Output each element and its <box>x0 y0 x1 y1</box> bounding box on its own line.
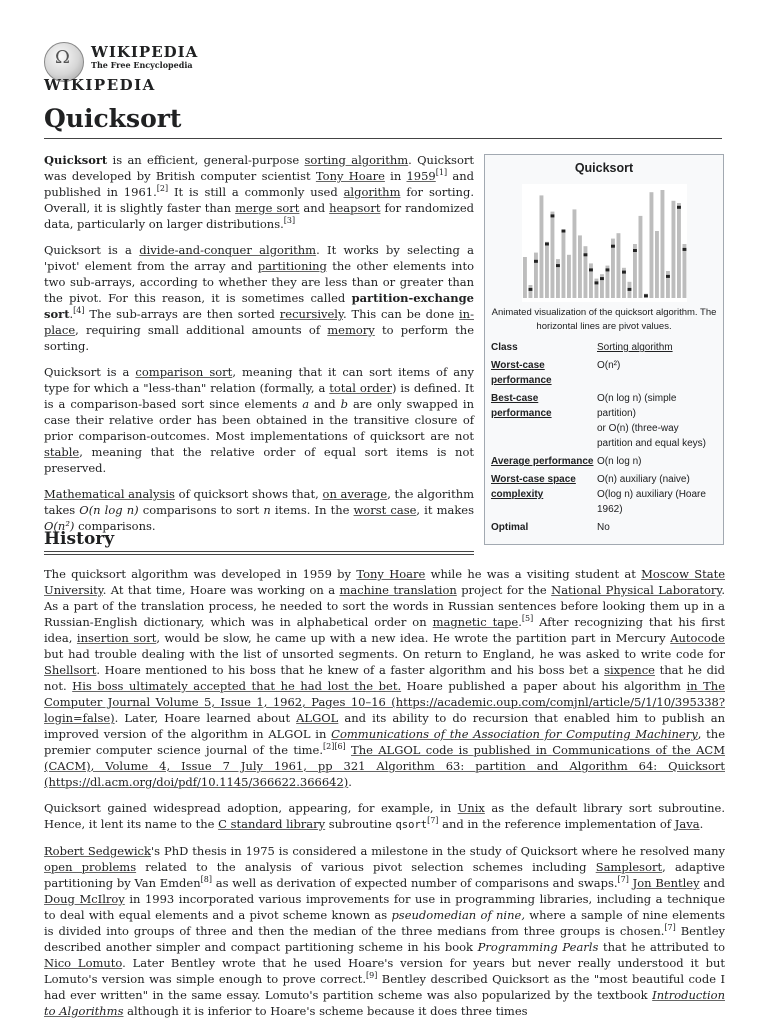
sort-bar <box>561 231 565 298</box>
article-link[interactable]: C standard library <box>218 817 326 831</box>
article-link[interactable]: sorting algorithm <box>304 153 409 167</box>
text-run: as well as derivation of expected number of comparisons and swaps. <box>211 876 618 890</box>
brand-block[interactable] <box>91 44 198 70</box>
citation-link[interactable]: [7] <box>427 816 439 826</box>
article-link[interactable]: in The Computer Journal Volume 5, Issue 1, 1962, Pages 10–16 (https://academic.oup.com/comjnl/article/5/1/10/395338?login=false) <box>44 679 725 725</box>
sort-bar <box>528 285 532 298</box>
text-run: although it is inferior to Hoare's scheme because it does three times <box>123 1004 528 1018</box>
text-run: for randomized data, particularly on larger distributions. <box>44 201 475 231</box>
sort-bar <box>567 255 571 298</box>
text-run: while he was a visiting student at <box>425 567 642 581</box>
citation-link[interactable]: [2] <box>156 184 169 194</box>
text-run: , it makes <box>416 503 475 517</box>
article-link[interactable]: His boss ultimately accepted that he had lost the bet. <box>72 679 402 693</box>
text-run: . Hoare mentioned to his boss that he knew of a faster algorithm and his boss bet a <box>96 663 605 677</box>
sort-bar <box>682 244 686 298</box>
text-run: comparisons to sort <box>138 503 264 517</box>
sort-bar <box>539 195 543 298</box>
pivot-mark <box>677 206 681 209</box>
sort-bar <box>578 235 582 298</box>
pivot-mark <box>611 245 615 248</box>
text-run: n <box>263 503 271 517</box>
sort-bar <box>677 203 681 298</box>
text-run: of quicksort shows that, <box>174 487 323 501</box>
infobox-value-line: O(log n) auxiliary (Hoare 1962) <box>597 489 706 515</box>
text-run: the other elements into two sub-arrays, according to whether they are less than or greater than the pivot. For this reason, it is sometimes called <box>44 259 474 305</box>
page-title: Quicksort <box>44 104 182 133</box>
quicksort-animation-image[interactable] <box>522 184 687 302</box>
infobox-value-line: No <box>597 522 610 533</box>
heading-rule-2 <box>44 554 474 555</box>
infobox-key[interactable]: Average performance <box>491 456 594 467</box>
text-run: , meaning that it can sort items of any type for which a "less-than" relation (formally, a <box>44 365 474 395</box>
infobox-value <box>597 472 717 517</box>
article-link[interactable]: Tony Hoare <box>356 567 426 581</box>
article-link[interactable]: stable <box>44 445 80 459</box>
pivot-mark <box>594 281 598 284</box>
history-heading-block <box>44 531 474 555</box>
sort-bar <box>671 201 675 298</box>
article-link[interactable]: Moscow State University <box>44 567 726 597</box>
article-link[interactable]: 1959 <box>406 169 436 183</box>
intro-section <box>44 152 474 544</box>
article-link[interactable]: total order <box>329 381 392 395</box>
article-link[interactable]: Unix <box>457 801 485 815</box>
text-run: subroutine <box>325 817 396 831</box>
text-run: and in the reference implementation of <box>438 817 675 831</box>
text-run: Bentley described Quicksort as the "most beautiful code I had ever written" in the same essay. Lomuto's partition scheme was also popularized by the textbook <box>44 972 725 1002</box>
sort-bar <box>545 242 549 298</box>
infobox-value-line: or O(n) (three-way partition and equal keys) <box>597 423 706 449</box>
article-link[interactable]: insertion sort <box>76 631 157 645</box>
article-link[interactable]: The ALGOL code is published in Communications of the ACM (CACM), Volume 4, Issue 7 July 1961, pp 321 Algorithm 63: partition and Algorithm 64: Quicksort (https://dl.acm.org/doi/pdf/10.1145/366622.366642) <box>44 743 726 789</box>
infobox-key: Class <box>491 342 518 353</box>
text-run: but had trouble dealing with the list of unsorted segments. On return to England, he was asked to write code for <box>44 647 725 661</box>
history-paragraph-2 <box>44 800 725 833</box>
text-run: ) is defined. It is a comparison-based sort since elements <box>44 381 475 411</box>
sort-bar <box>638 216 642 298</box>
citation-link[interactable]: [4] <box>73 306 85 316</box>
text-run: related to the analysis of various pivot selection schemes including <box>136 860 596 874</box>
infobox-value-line: O(n log n) <box>597 456 642 467</box>
infobox-row <box>491 391 717 451</box>
text-run: and published in 1961. <box>44 169 474 199</box>
text-run: , requiring small additional amounts of <box>75 323 328 337</box>
article-link[interactable]: Nico Lomuto <box>44 956 123 970</box>
pivot-mark <box>644 294 648 297</box>
article-link[interactable]: heapsort <box>329 201 381 215</box>
text-run: pseudomedian of nine, <box>391 908 525 922</box>
article-link[interactable]: Shellsort <box>44 663 97 677</box>
history-heading: History <box>44 529 115 549</box>
text-run: . As a part of the translation process, he needed to sort the words in Russian sentences before looking them up in a Russian-English dictionary, which was in alphabetical order on <box>44 583 725 629</box>
text-run: . Later, Hoare learned about <box>114 711 297 725</box>
wordmark: WIKIPEDIA <box>44 76 156 94</box>
text-run: project for the <box>456 583 552 597</box>
article-link[interactable]: magnetic tape <box>432 615 519 629</box>
citation-link[interactable]: [5] <box>521 614 534 624</box>
text-run: , the premier computer science journal of the time. <box>44 727 726 757</box>
citation-link[interactable]: [7] <box>617 875 629 885</box>
infobox-key: Optimal <box>491 522 529 533</box>
article-link[interactable]: Java <box>674 817 700 831</box>
infobox-row <box>491 454 717 469</box>
pivot-mark <box>534 260 538 263</box>
infobox-key[interactable]: Best-case performance <box>491 393 552 419</box>
article-link[interactable]: recursively <box>279 307 343 321</box>
article-link[interactable]: divide-and-conquer algorithm <box>139 243 317 257</box>
text-run: 's PhD thesis in 1975 is considered a milestone in the study of Quicksort where he resolved many <box>150 844 725 858</box>
infobox-value-line[interactable]: Sorting algorithm <box>597 342 673 353</box>
article-link[interactable]: algorithm <box>343 185 401 199</box>
pivot-mark <box>583 253 587 256</box>
text-run: . At that time, Hoare was working on a <box>102 583 340 597</box>
article-link[interactable]: ALGOL <box>296 711 339 725</box>
pivot-mark <box>528 288 532 291</box>
text-run: . <box>348 775 352 789</box>
pivot-mark <box>589 268 593 271</box>
text-run: . This can be done <box>342 307 459 321</box>
infobox-value-line: O(n²) <box>597 360 621 371</box>
text-run: items. In the <box>270 503 354 517</box>
brand-tagline: The Free Encyclopedia <box>91 60 193 70</box>
citation-link[interactable]: [2][6] <box>323 742 346 752</box>
text-run: Quicksort gained widespread adoption, appearing, for example, in <box>44 801 458 815</box>
infobox-value <box>597 454 717 469</box>
heading-rule <box>44 551 474 552</box>
article-link[interactable]: merge sort <box>235 201 300 215</box>
text-run: that he did not. <box>44 663 725 693</box>
infobox-value <box>597 358 717 388</box>
pivot-mark <box>633 249 637 252</box>
article-link[interactable]: on average <box>322 487 388 501</box>
article-link[interactable]: Samplesort <box>595 860 663 874</box>
citation-link[interactable]: [1] <box>435 168 448 178</box>
text-run: and <box>309 397 341 411</box>
text-run: where a sample of nine elements is divided into groups of three and then the median of the three medians from three groups is chosen. <box>44 908 726 938</box>
infobox <box>484 154 724 545</box>
pivot-mark <box>622 271 626 274</box>
text-run: and <box>299 201 330 215</box>
text-run: , would be slow, he came up with a new idea. He wrote the partition part in Mercury <box>156 631 671 645</box>
title-divider <box>44 138 722 139</box>
article-link[interactable]: memory <box>327 323 375 337</box>
pivot-mark <box>666 275 670 278</box>
text-run: Hoare published a paper about his algorithm <box>401 679 687 693</box>
article-link[interactable]: in-place <box>44 307 474 337</box>
code-inline: qsort <box>395 819 428 831</box>
sort-bar <box>660 190 664 298</box>
text-run: . <box>699 817 704 831</box>
citation-link[interactable]: [3] <box>283 216 296 226</box>
article-link[interactable]: Communications of the Association for Computing Machinery <box>331 727 698 741</box>
infobox-value <box>597 340 717 355</box>
pivot-mark <box>600 277 604 280</box>
infobox-caption: Animated visualization of the quicksort algorithm. The horizontal lines are pivot values. <box>491 307 717 332</box>
intro-paragraph-3 <box>44 364 474 476</box>
text-run: The quicksort algorithm was developed in 1959 by <box>44 567 357 581</box>
text-run: . <box>518 615 522 629</box>
intro-paragraph-1 <box>44 152 474 232</box>
article-link[interactable]: National Physical Laboratory <box>551 583 722 597</box>
text-run: Quicksort is a <box>44 365 136 379</box>
infobox-value-line: O(n) auxiliary (naive) <box>597 474 690 485</box>
pivot-mark <box>550 214 554 217</box>
sort-bar <box>550 212 554 298</box>
citation-link[interactable]: [8] <box>200 875 212 885</box>
article-link[interactable]: worst case <box>353 503 417 517</box>
text-run: in 1993 incorporated various improvements for use in programming libraries, including a technique to deal with equal elements and a pivot scheme known as <box>44 892 726 922</box>
intro-paragraph-4 <box>44 486 474 534</box>
text-run: for sorting. Overall, it is slightly faster than <box>44 185 474 215</box>
history-paragraph-1 <box>44 566 725 790</box>
text-run: to perform the sorting. <box>44 323 474 353</box>
text-run: The sub-arrays are then sorted <box>84 307 280 321</box>
sort-bar <box>633 244 637 298</box>
text-run: . Quicksort was developed by British computer scientist <box>44 153 474 183</box>
text-run: Quicksort is a <box>44 243 140 257</box>
infobox-key[interactable]: Worst-case space complexity <box>491 474 576 500</box>
infobox-table <box>491 340 717 535</box>
text-run: , the algorithm takes <box>44 487 475 517</box>
sort-bar <box>655 231 659 298</box>
sort-bar <box>523 257 527 298</box>
article-link[interactable]: Robert Sedgewick <box>44 844 151 858</box>
citation-link[interactable]: [9] <box>366 971 378 981</box>
text-run: and its ability to do recursion that enabled him to publish an improved version of the algorithm in ALGOL in <box>44 711 725 741</box>
sort-bar <box>534 253 538 298</box>
bold-term: partition-exchange sort <box>44 291 474 321</box>
text-run: , adaptive partitioning by Van Emden <box>44 860 725 890</box>
article-link[interactable]: Autocode <box>670 631 725 645</box>
text-run: a <box>302 397 310 411</box>
article-link[interactable]: Mathematical analysis <box>44 487 175 501</box>
text-run: in <box>384 169 407 183</box>
pivot-mark <box>605 268 609 271</box>
text-run: comparisons. <box>74 519 156 533</box>
pivot-mark <box>627 288 631 291</box>
infobox-value <box>597 391 717 451</box>
text-run: . <box>69 307 74 321</box>
text-run: as the default library sort subroutine. Hence, it lent its name to the <box>44 801 725 831</box>
text-run: . Later Bentley wrote that he used Hoare's version for years but never really understood it but Lomuto's version was simple enough to prove correct. <box>44 956 726 986</box>
text-run: are only swapped in case their relative order has been obtained in the transitive closure of prior comparison-outcomes. Most implementations of quicksort are not <box>44 397 474 443</box>
math-expression: O(n²) <box>44 519 75 533</box>
infobox-row <box>491 520 717 535</box>
article-link[interactable]: sixpence <box>604 663 655 677</box>
article-link[interactable]: Doug McIlroy <box>44 892 125 906</box>
text-run: After recognizing that his first idea, <box>44 615 725 645</box>
text-run: is an efficient, general-purpose <box>107 153 305 167</box>
pivot-mark <box>561 230 565 233</box>
sort-bar <box>572 209 576 298</box>
infobox-title: Quicksort <box>574 161 634 175</box>
text-run: that he attributed to <box>598 940 726 954</box>
article-link[interactable]: machine translation <box>339 583 457 597</box>
text-run: , meaning that the relative order of equal sort items is not preserved. <box>44 445 474 475</box>
text-run: . It works by selecting a 'pivot' element from the array and <box>44 243 474 273</box>
text-run: Bentley described another simpler and compact partitioning scheme in his book <box>44 924 725 954</box>
math-expression: O(n log n) <box>79 503 139 517</box>
pivot-mark <box>682 248 686 251</box>
article-link[interactable]: Tony Hoare <box>315 169 385 183</box>
history-section <box>44 566 725 1029</box>
pivot-mark <box>556 264 560 267</box>
article-link[interactable]: Introduction to Algorithms <box>44 988 725 1018</box>
infobox-value <box>597 520 717 535</box>
brand-name: WIKIPEDIA <box>91 43 199 61</box>
text-run: It is still a commonly used <box>168 185 344 199</box>
citation-link[interactable]: [7] <box>664 923 676 933</box>
bold-term: Quicksort <box>44 153 108 167</box>
article-link[interactable]: Jon Bentley <box>632 876 700 890</box>
text-run: and <box>699 876 725 890</box>
sort-bar <box>649 192 653 298</box>
text-run: Programming Pearls <box>477 940 599 954</box>
infobox-row <box>491 358 717 388</box>
article-link[interactable]: partitioning <box>257 259 327 273</box>
intro-paragraph-2 <box>44 242 474 354</box>
sort-bar <box>616 233 620 298</box>
infobox-row <box>491 472 717 517</box>
article-link[interactable]: comparison sort <box>135 365 233 379</box>
infobox-row <box>491 340 717 355</box>
infobox-value-line: O(n log n) (simple partition) <box>597 393 677 419</box>
article-link[interactable]: open problems <box>44 860 137 874</box>
text-run: b <box>340 397 348 411</box>
infobox-key[interactable]: Worst-case performance <box>491 360 552 386</box>
pivot-mark <box>545 243 549 246</box>
history-paragraph-3 <box>44 843 725 1019</box>
